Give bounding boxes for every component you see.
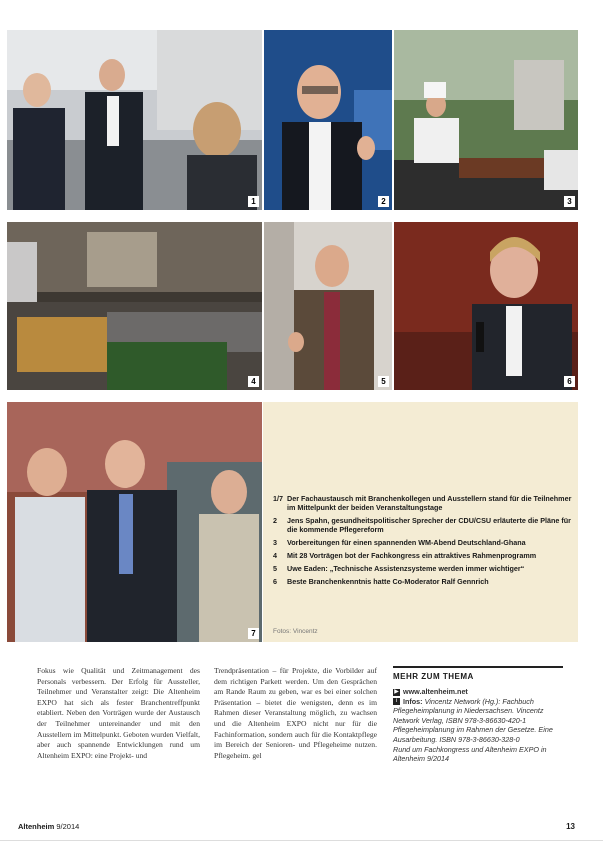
photo-5-image <box>264 222 392 390</box>
photo-2-number: 2 <box>378 196 389 207</box>
sidebar-rule <box>393 666 563 668</box>
sidebar-title: MEHR ZUM THEMA <box>393 672 474 681</box>
page-number: 13 <box>566 822 575 831</box>
caption-item: 3 Vorbereitungen für einen spannenden WM-Abend Deutschland-Ghana <box>273 538 526 547</box>
body-text: Trendpräsentation – für Projekte, die Vorbilder auf dem richtigen Parkett werden. Um den Gesprächen am Rande Raum zu geben, war es bei einer solchen Präsentation – bietet die wenigsten, denn es im Rahmen dieser Veranstaltung möglich, zu wachsen und die Altenheim EXPO nicht nur für die Fachinformation, sondern auch für die Kontaktpflege im Bereich der Senioren- und Pflegeheime nutzen. Pflegeheim. gel <box>214 666 377 760</box>
caption-item: 6 Beste Branchenkenntnis hatte Co-Moderator Ralf Gennrich <box>273 577 489 586</box>
photo-1 <box>7 30 262 210</box>
arrow-icon: ▶ <box>394 688 399 695</box>
photo-3-number: 3 <box>564 196 575 207</box>
photo-7-image <box>7 402 262 642</box>
info-icon: i <box>393 698 400 705</box>
caption-list <box>273 494 573 590</box>
body-column-1 <box>37 666 200 761</box>
sidebar-info: i Infos: Vincentz Network (Hg.): Fachbuch Pflegeheimplanung in Niedersachsen. Vincentz Network Verlag, ISBN 978-3-86630-420-1 <box>393 696 544 725</box>
body-column-2 <box>214 666 377 761</box>
photo-4 <box>7 222 262 390</box>
photo-4-image <box>7 222 262 390</box>
photo-credit: Fotos: Vincentz <box>273 628 318 635</box>
photo-3 <box>394 30 578 210</box>
footer-magazine: Altenheim 9/2014 <box>18 822 80 831</box>
caption-box <box>263 402 578 642</box>
photo-2 <box>264 30 392 210</box>
photo-1-number: 1 <box>248 196 259 207</box>
caption-item: 2 Jens Spahn, gesundheitspolitischer Sprecher der CDU/CSU erläuterte die Pläne für die kommende Pflegereform <box>273 516 571 534</box>
sidebar-web-link[interactable]: ▶ www.altenheim.net <box>394 687 468 696</box>
sidebar-line-4: Rund um Fachkongress und Altenheim EXPO in Altenheim 9/2014 <box>393 744 547 764</box>
photo-2-image <box>264 30 392 210</box>
sidebar-line-3: Pflegeheimplanung im Rahmen der Gesetze. Eine Ausarbeitung. ISBN 978-3-86630-328-0 <box>393 725 553 744</box>
photo-5-number: 5 <box>378 376 389 387</box>
sidebar-more-topic <box>393 666 563 764</box>
photo-7 <box>7 402 262 642</box>
caption-item: 1/7 Der Fachaustausch mit Branchenkollegen und Ausstellern stand für die Teilnehmer im Mittelpunkt der beiden Veranstaltungstage <box>273 494 572 512</box>
footer-rule <box>0 840 603 841</box>
photo-3-image <box>394 30 578 210</box>
photo-6-number: 6 <box>564 376 575 387</box>
caption-item: 5 Uwe Eaden: „Technische Assistenzsysteme werden immer wichtiger“ <box>273 564 525 573</box>
body-text: Fokus wie Qualität und Zeitmanagement des Personals verbessern. Der Erfolg für Aussteller, Teilnehmer und Veranstalter zeigt: Die Altenheim EXPO hat sich als fester Branchentreffpunkt etabliert. Neben den Vorträgen wurde der Austausch der Teilnehmer untereinander und mit den Ausstellern im Mittelpunkt. Geboten wurden Vielfalt, aber auch spannende Entwicklungen rund um Altenheim EXPO: eine Projekt- und <box>37 666 200 760</box>
caption-item: 4 Mit 28 Vorträgen bot der Fachkongress ein attraktives Rahmenprogramm <box>273 551 537 560</box>
photo-6 <box>394 222 578 390</box>
photo-5 <box>264 222 392 390</box>
photo-7-number: 7 <box>248 628 259 639</box>
photo-4-number: 4 <box>248 376 259 387</box>
photo-1-image <box>7 30 262 210</box>
photo-6-image <box>394 222 578 390</box>
